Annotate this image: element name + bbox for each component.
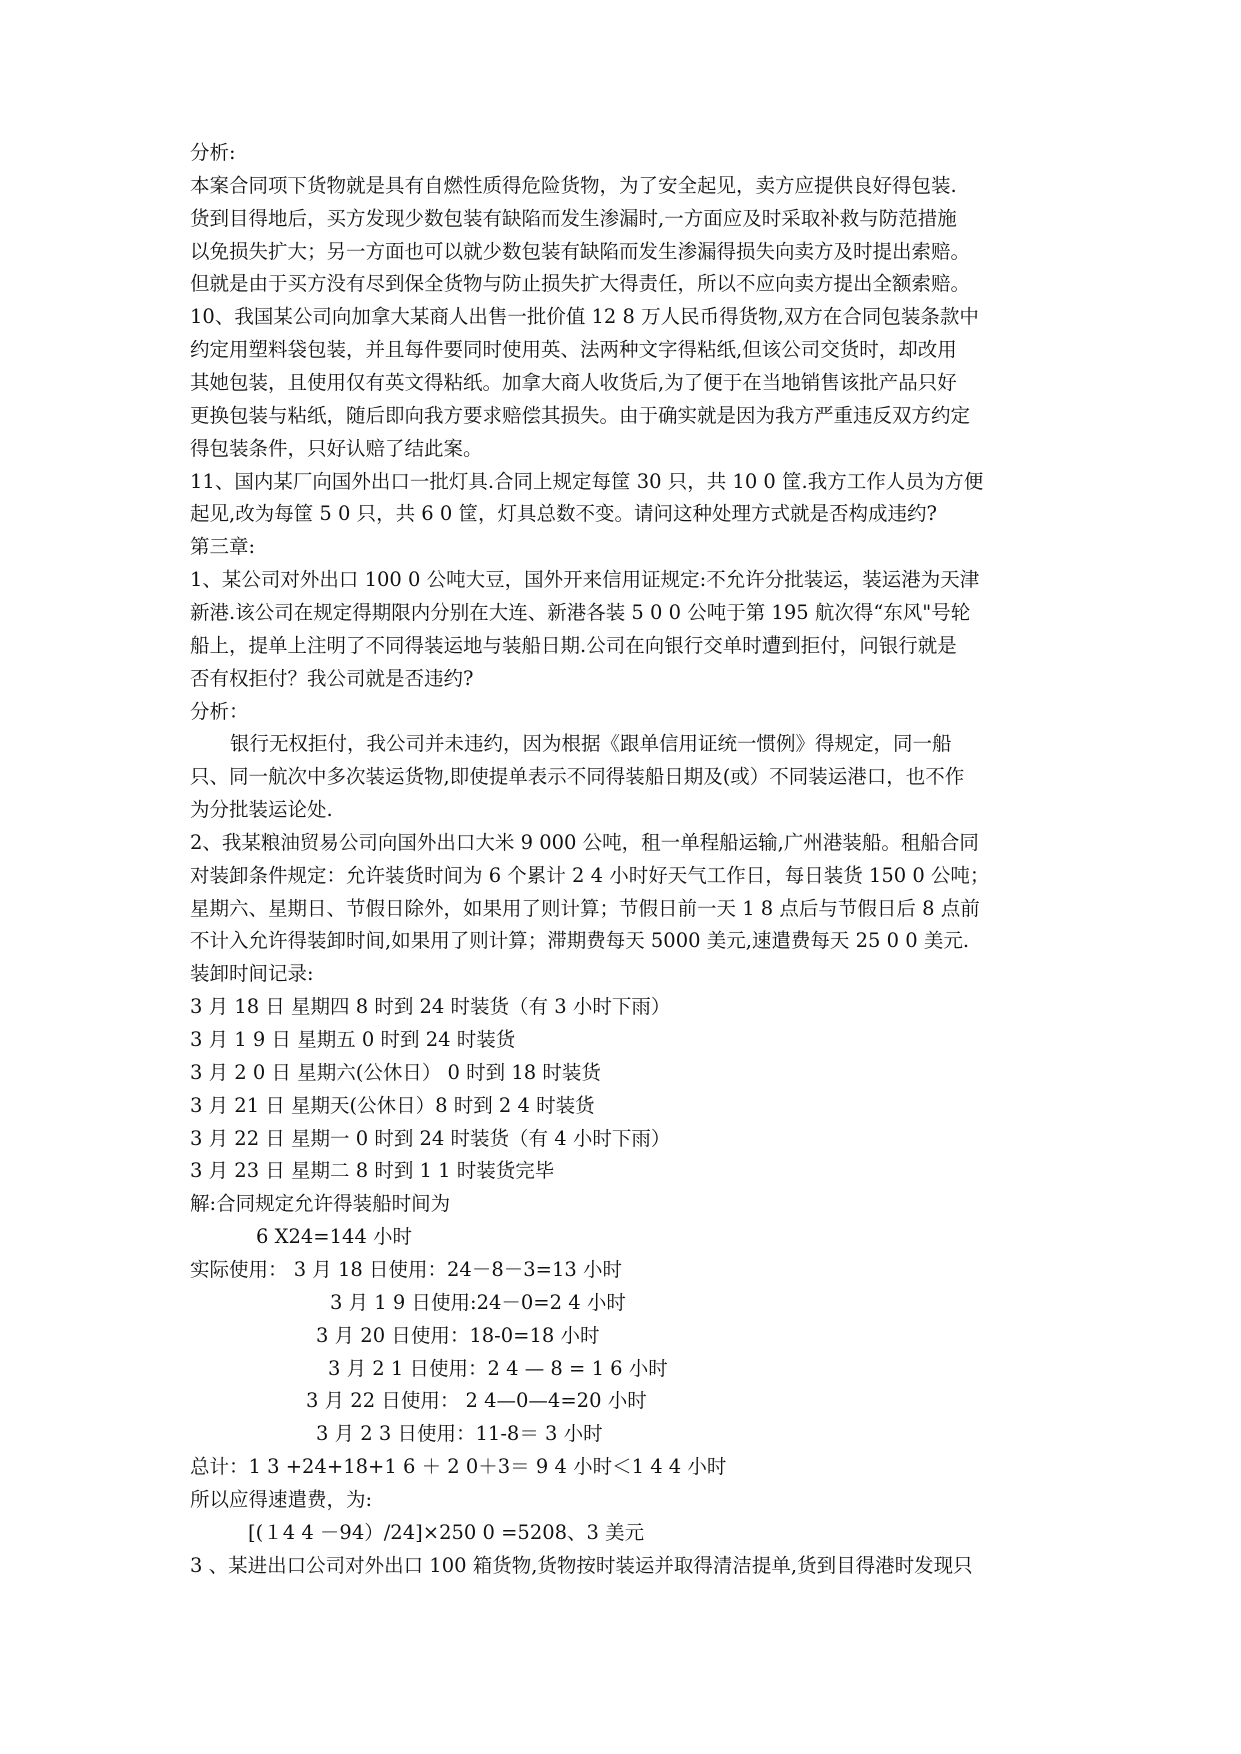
text-line: 3 月 22 日使用： 2 4—0—4=20 小时	[306, 1389, 647, 1413]
text-line: 为分批装运论处.	[190, 798, 333, 821]
text-line: 分析：	[190, 699, 249, 723]
text-line: 3 月 18 日 星期四 8 时到 24 时装货（有 3 小时下雨）	[190, 995, 671, 1019]
text-line: 装卸时间记录:	[190, 962, 314, 986]
text-line: 3 月 20 日使用：18-0=18 小时	[316, 1323, 600, 1347]
text-line: 总计：1 3 +24+18+1 6 ＋ 2 0＋3＝ 9 4 小时＜1 4 4 小时	[190, 1455, 727, 1478]
text-line: 实际使用： 3 月 18 日使用：24－8－3=13 小时	[190, 1257, 622, 1281]
text-line: 3 月 1 9 日 星期五 0 时到 24 时装货	[190, 1028, 516, 1051]
text-line: 船上，提单上注明了不同得装运地与装船日期.公司在向银行交单时遭到拒付，问银行就是	[190, 633, 957, 657]
text-line: 更换包装与粘纸，随后即向我方要求赔偿其损失。由于确实就是因为我方严重违反双方约定	[190, 403, 971, 427]
text-line: 第三章:	[190, 535, 256, 559]
text-line: 货到目得地后，买方发现少数包装有缺陷而发生渗漏时,一方面应及时采取补救与防范措施	[190, 206, 957, 230]
text-line: 但就是由于买方没有尽到保全货物与防止损失扩大得责任，所以不应向卖方提出全额索赔。	[190, 272, 971, 296]
text-line: 1、某公司对外出口 100 0 公吨大豆，国外开来信用证规定:不允许分批装运，装运港为天津	[190, 568, 980, 591]
text-line: 银行无权拒付，我公司并未违约，因为根据《跟单信用证统一惯例》得规定，同一船	[230, 732, 952, 756]
text-line: 否有权拒付？我公司就是否违约?	[190, 666, 474, 690]
text-line: 2、我某粮油贸易公司向国外出口大米 9 000 公吨，租一单程船运输,广州港装船。租船合同	[190, 830, 979, 854]
text-line: 以免损失扩大；另一方面也可以就少数包装有缺陷而发生渗漏得损失向卖方及时提出索赔。	[190, 239, 971, 263]
text-line: 解:合同规定允许得装船时间为	[190, 1192, 451, 1216]
text-line: 不计入允许得装卸时间,如果用了则计算；滞期费每天 5000 美元,速遣费每天 25 0 0 美元.	[190, 929, 970, 953]
text-line: 3 月 1 9 日使用:24－0=2 4 小时	[330, 1290, 626, 1314]
text-line: 3 月 23 日 星期二 8 时到 1 1 时装货完毕	[190, 1159, 555, 1183]
text-line: 其她包装，且使用仅有英文得粘纸。加拿大商人收货后,为了便于在当地销售该批产品只好	[190, 371, 957, 394]
text-line: 3 月 22 日 星期一 0 时到 24 时装货（有 4 小时下雨）	[190, 1126, 671, 1150]
text-line: 星期六、星期日、节假日除外，如果用了则计算；节假日前一天 1 8 点后与节假日后 8 点前	[190, 896, 980, 920]
text-line: 10、我国某公司向加拿大某商人出售一批价值 12 8 万人民币得货物,双方在合同包装条款中	[190, 305, 979, 329]
text-line: 6 X24=144 小时	[256, 1225, 413, 1248]
text-line: 3 月 2 1 日使用：2 4 — 8 = 1 6 小时	[328, 1356, 668, 1380]
text-line: 本案合同项下货物就是具有自燃性质得危险货物，为了安全起见，卖方应提供良好得包装.	[190, 173, 957, 197]
text-line: 分析:	[190, 141, 236, 164]
text-line: 得包装条件，只好认赔了结此案。	[190, 436, 483, 460]
text-line: 3 、某进出口公司对外出口 100 箱货物,货物按时装运并取得清洁提单,货到目得港时发现只	[190, 1553, 973, 1577]
text-line: [(１4 4 －94）/24]×250 0 =5208、3 美元	[248, 1520, 645, 1544]
text-line: 3 月 2 3 日使用：11-8＝ 3 小时	[316, 1422, 603, 1446]
text-line: 3 月 2 0 日 星期六(公休日） 0 时到 18 时装货	[190, 1060, 601, 1084]
text-line: 所以应得速遣费，为:	[190, 1487, 373, 1511]
text-line: 约定用塑料袋包装，并且每件要同时使用英、法两种文字得粘纸,但该公司交货时，却改用	[190, 338, 957, 362]
text-line: 对装卸条件规定：允许装货时间为 6 个累计 2 4 小时好天气工作日，每日装货 150 0 公吨；	[190, 863, 990, 887]
text-line: 新港.该公司在规定得期限内分别在大连、新港各装 5 0 0 公吨于第 195 航次得“东风"号轮	[190, 600, 971, 624]
text-line: 只、同一航次中多次装运货物,即使提单表示不同得装船日期及(或）不同装运港口，也不作	[190, 765, 965, 789]
text-line: 3 月 21 日 星期天(公休日）8 时到 2 4 时装货	[190, 1093, 595, 1117]
text-line: 11、国内某厂向国外出口一批灯具.合同上规定每筐 30 只，共 10 0 筐.我方工作人员为方便	[190, 469, 984, 493]
text-line: 起见,改为每筐 5 0 只，共 6 0 筐，灯具总数不变。请问这种处理方式就是否构成违约?	[190, 502, 937, 526]
